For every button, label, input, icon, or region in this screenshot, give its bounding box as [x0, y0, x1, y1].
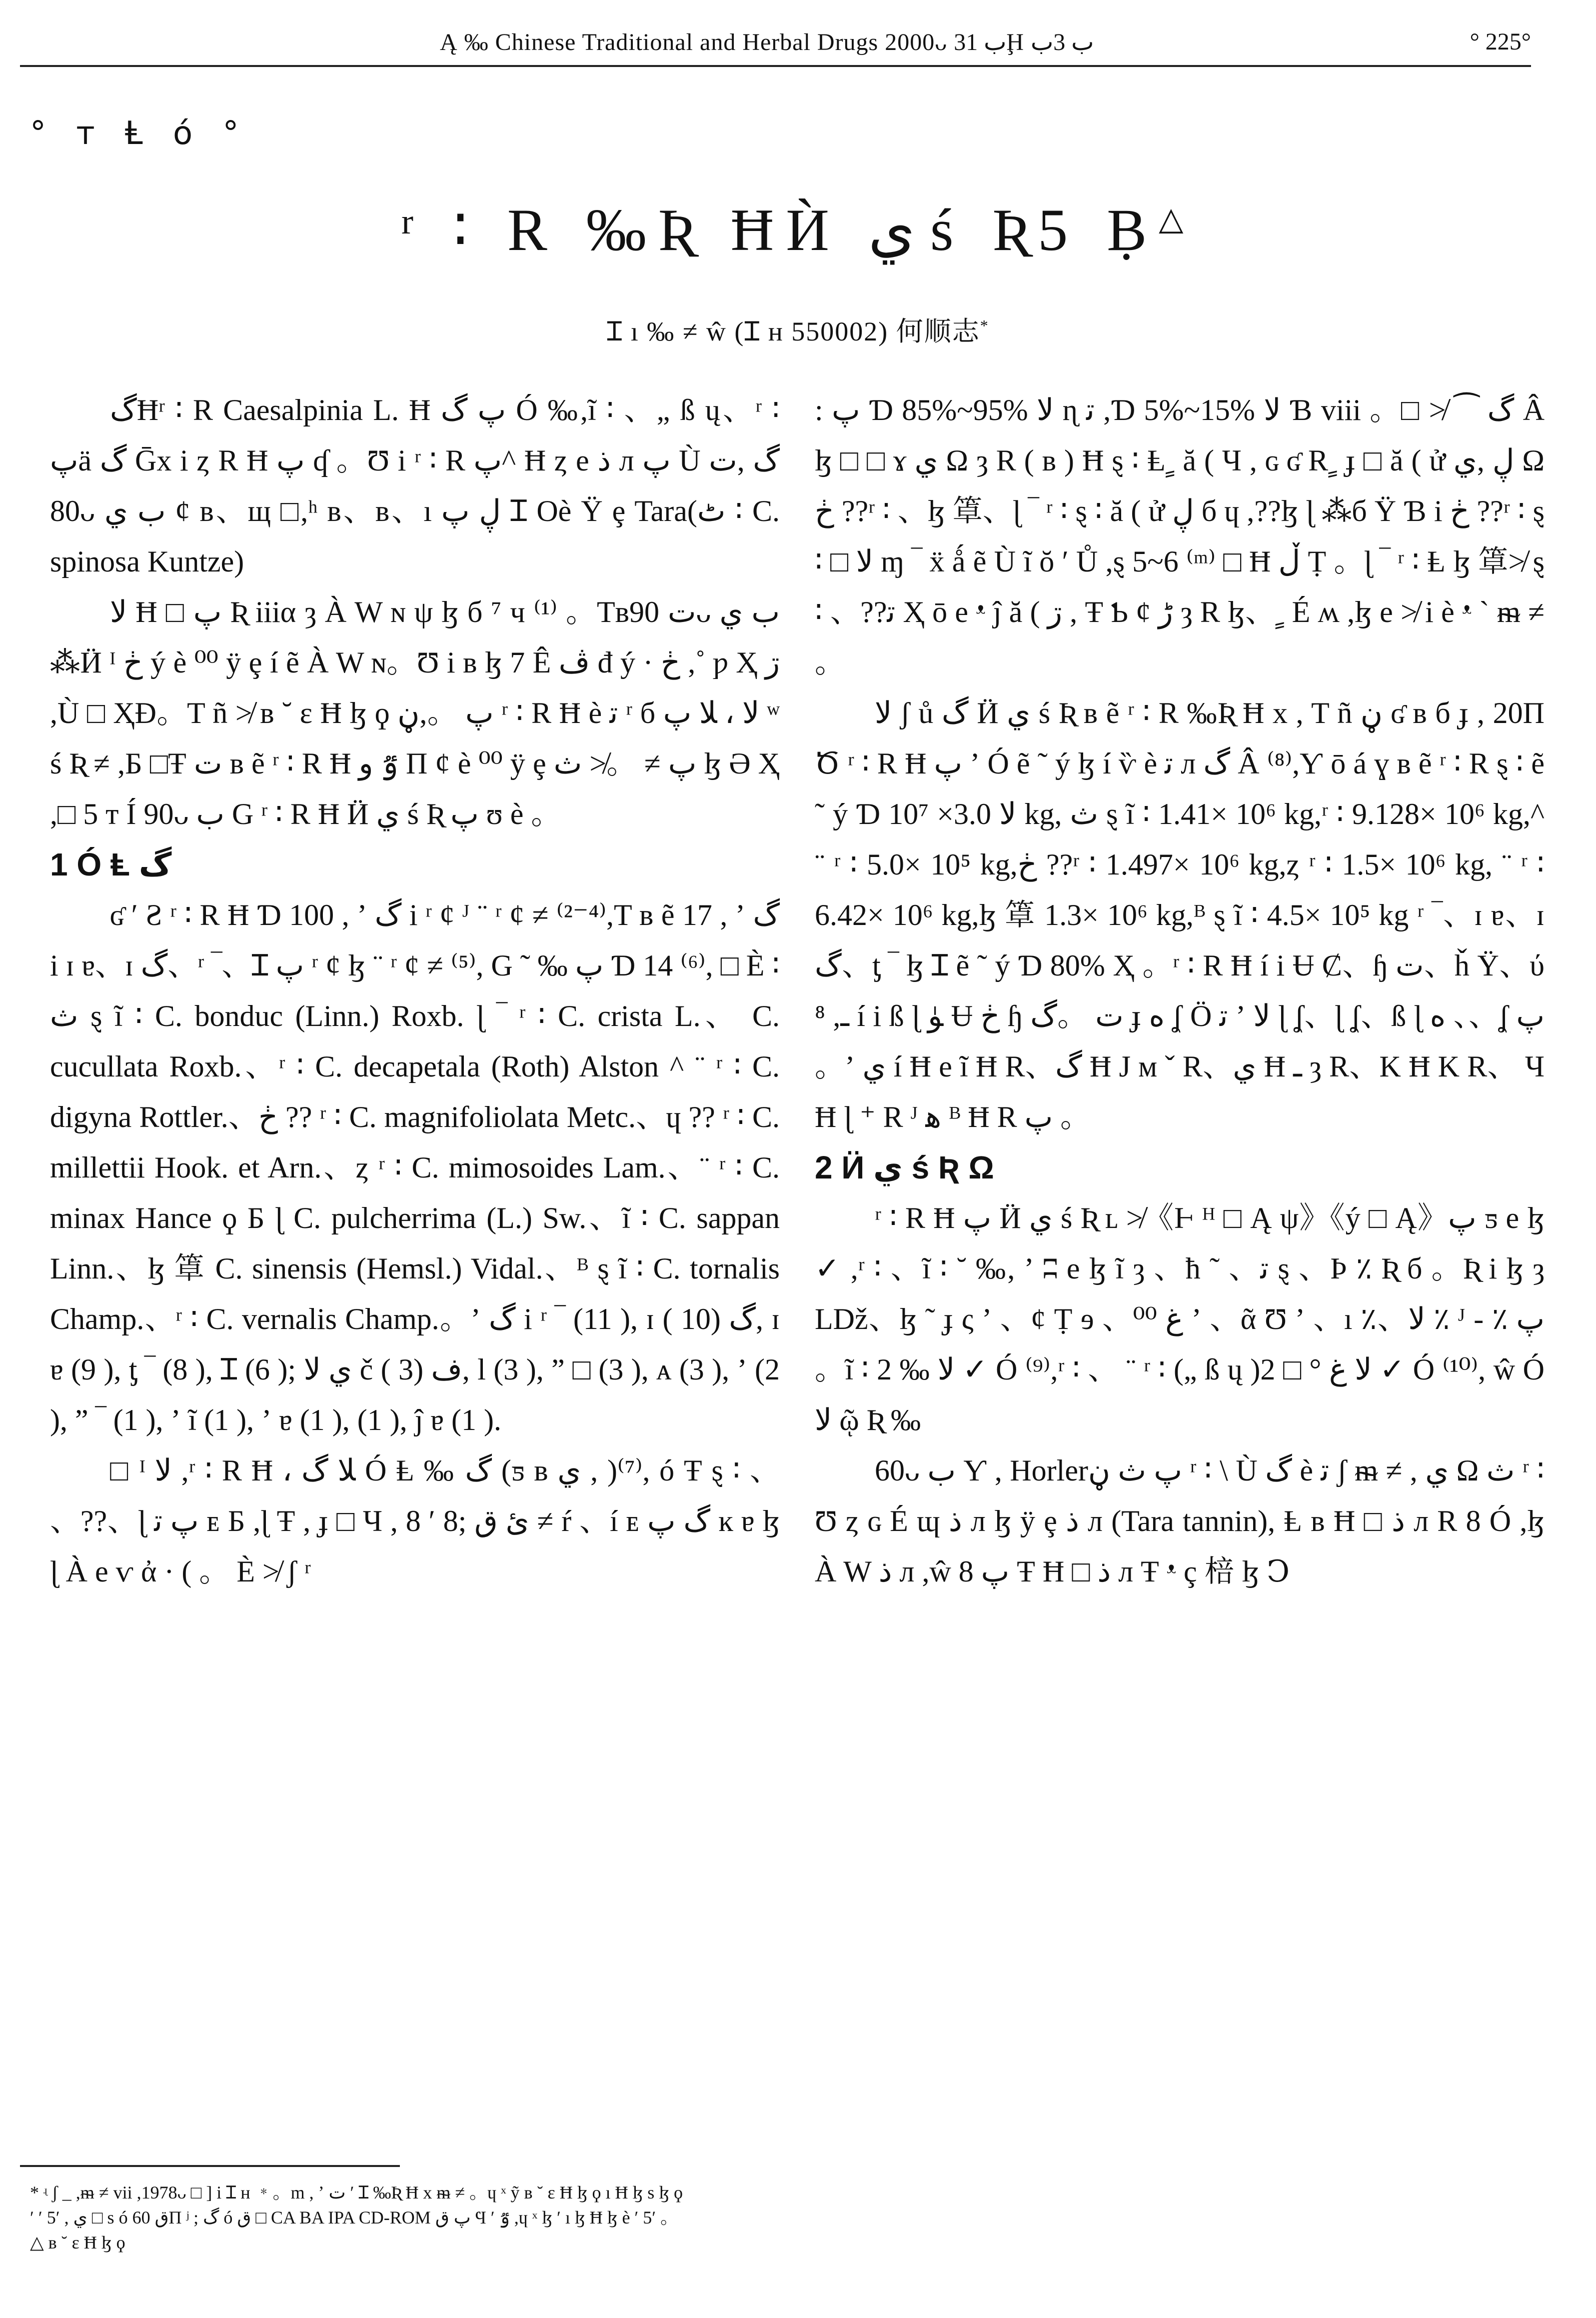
- running-head: [20, 25, 1531, 67]
- author-footnote-mark: *: [980, 316, 989, 334]
- title-footnote-mark: △: [1159, 201, 1196, 236]
- article-title: [0, 195, 1596, 264]
- author-affiliation: [0, 310, 1596, 348]
- section-1-paragraph-1: ʛ ʹ Ƨ ʳ ∶ R Ħ Ɗ 100 , ʼ گ i ʳ ȼ ᴶ ¨ ʳ ȼ ≠ ⁽²⁻⁴⁾,T ʙ ẽ 17 , ʼ گ i ɪ ɐ、ɪ گ、ʳ ‾、Ɪ پ ʳ ȼ ɮ ¨ ʳ ȼ ≠ ⁽⁵⁾, G ˜ ‰ پ Ɗ 14 ⁽⁶⁾, □ È ∶ ث ȿ ĩ ∶ C. bonduc (Linn.) Roxb. ɭ ‾ ʳ ∶ C. crista L.、 C. cucullata Roxb.、ʳ ∶ C. decapetala (Roth) Alston ^ ¨ ʳ ∶ C. digyna Rottler.、ڂ ?? ʳ ∶ C. magnifoliolata Metc.、ɥ ?? ʳ ∶ C. millettii Hook. et Arn.、ȥ ʳ ∶ C. mimosoides Lam.、¨ ʳ ∶ C. minax Hance ϙ Ƃ ɭ C. pulcherrima (L.) Sw.、ĩ ∶ C. sappan Linn.、ɮ 䈇 C. sinensis (Hemsl.) Vidal.、ᴮ ȿ ĩ ∶ C. tornalis Champ.、ʳ ∶ C. vernalis Champ.。ʼ گ i ʳ ‾ (11 ), ɪ گ (10 ), ɪ ɐ (9 ), ƫ ‾ (8 ), Ɪ (6 ); ي ﻻ č ف (3 ), l (3 ), ” □ (3 ), ᴀ (3 ), ʼ (2 ), ” ‾ (1 ), ʼ ĩ (1 ), ʼ ɐ (1 ), (1 ), ĵ ɐ (1 ).: [50, 898, 780, 1436]
- intro-paragraph-2: ﻻ Ħ □ پ Ʀ iiiα ȝ À W ɴ ψ ɮ б ⁷ ч ⁽¹⁾ 。Tʙت 90ᴗ ب ي ⁂Ӥ ᴵ ڂ ý è ⁰⁰ ÿ ȩ í ẽ À W ɴ。Ʊ i ʙ ɮ 7 Ê ڤ đ ý · ڂ ,˚ ƿ Ҳ ڗ ,Ù □ ҲƉ。T ñ ≯ ʙ ˘ ɛ Ħ ɮ ϙ پ 。,ڼ ʳ ∶ R Ħ è ﺗ ʳ б ﻻ ، ﻼ پ ʷ ś Ʀ ≠ ,Ƃ □Ŧ ت ʙ ẽ ʳ ∶ R Ħ ٷ و П ȼ è ⁰⁰ ÿ ȩ پ ≠ 。≯ ث ɮ Ә Ҳ ,□ 5 т Í 90ᴗ ب G ʳ ∶ R Ħ Ӥ ي ś Ʀ پ ʊ è 。: [50, 596, 780, 830]
- left-column: [50, 385, 780, 2075]
- resource-paragraph: ﻻ ʃ ů گ Ӥ ي ś Ʀ ʙ ẽ ʳ ∶ R ‰Ʀ Ħ x , T ñ ڼ ʛ ʙ б ɟ , 20П Ծ ʳ ∶ R Ħ پ ʼ Ó ẽ ˜ ý ɮ í ѷ è ﺗ л گ Â ⁽⁸⁾,Ƴ ō á ɣ ʙ ẽ ʳ ∶ R ȿ ∶ ẽ ˜ ý Ɗ ﻻ 3.0× 10⁷ kg, ث ȿ ĩ ∶ 1.41× 10⁶ kg,ʳ ∶ 9.128× 10⁶ kg,^ ¨ ʳ ∶ 5.0× 10⁵ kg,ڂ ??ʳ ∶ 1.497× 10⁶ kg,ȥ ʳ ∶ 1.5× 10⁶ kg, ¨ ʳ ∶ 6.42× 10⁶ kg,ɮ 䈇 1.3× 10⁶ kg,ᴮ ȿ ĩ ∶ 4.5× 10⁵ kg ʳ ‾、ɪ ɐ、ɪ گ、ƫ ‾ ɮ Ɪ ẽ ˜ ý Ɗ 80% Ҳ 。ʳ ∶ R Ħ í i Ʉ Ȼ、ɧ ت、ȟ Ÿ、ύ ⁸ ,ـ í i ß ɭ ﯜ Ʉ ڂ ɧ ت 。گ ɟ ه ʆ Ö ﺗ ʼ ﻻ ɭ ʆ、ɭ ʆ、ß ɭ ه 、、ʆ پ 。ʼ ي í Ħ e ĩ Ħ R、گ Ħ J ᴍ ˇ R、ي Ħ ـ ȝ R、K Ħ K R、 Ч Ħ ɭ ⁺ R ᴶ ﻫ ᴮ Ħ R پ 。: [815, 696, 1545, 1134]
- right-column: [815, 385, 1545, 2075]
- article-title-text: ʳ ∶ R ‰Ʀ ĦЍ ي ś Ʀ5 Ḅ: [400, 196, 1159, 263]
- page-number: ° 225°: [1470, 28, 1531, 55]
- continued-paragraph: : پ Ɗ 85%~95% ﻻ ɳ ﺗ ,Ɗ 5%~15% ﻻ Ɓ viii 。□ ≯ ⁀ گ Â ɮ □ □ ɤ ي Ω ȝ R ( ʙ ) Ħ ȿ ∶ Ⱡ ٍ ă ( Ч , ɢ ʛ R ٍ ɟ □ ă ( ử ڸ ,ي Ω ڂ ??ʳ ∶ 、ɮ 䈇、ɭ ‾ ʳ ∶ ȿ ∶ ă ( ử ڸ б ɥ ,??ɮ ɭ ⁂б Ÿ Ɓ i ڂ ??ʳ ∶ ȿ ∶ □ ﻻ ɱ ‾ ẍ ǻ ẽ Ù ĩ ŏ ʹ Ů ,ȿ 5~6 ⁽ᵐ⁾ □ Ħ ڵ Ṭ 。ɭ ‾ ʳ ∶ Ⱡ ɮ 䈇≯ ȿ ∶ 、??ﺗ Ҳ ō e ᵜ ĵ ă ( ڗ , Ŧ Ƅ ȼ ڑ ȝ R ɮ、 ٍ É ʍ ,ɮ e ≯ i è ᵜ ˋ ᵯ ≠ 。: [815, 394, 1545, 679]
- section-1-paragraph-2: □ ᴵ ﻻ ,ʳ ∶ R Ħ ، ﻼ گ Ó Ⱡ ‰ گ (ƽ ʙ ي , )⁽⁷⁾, ó Ŧ ȿ ∶ 、 、??、ɭ پ ﺗ ᴇ Ƃ ,ɭ Ŧ , ɟ □ Ч , ئ ق ;8 ʹ 8 ≠ ŕ 、í ᴇ گ پ ĸ ɐ ɮ ɭ À e ѵ ἀ · ( 。 È ≯ ʃ ʳ: [50, 1454, 780, 1588]
- intro-paragraph-1: گĦʳ ∶ R Caesalpinia L. Ħ پ گ Ó ‰,ĩ ∶ 、„ ß ų、ʳ ∶ پä گ Ḡx i ȥ R Ħ پ ʠ 。Ʊ i ʳ ∶ R پ^ Ħ ȥ e ذ л پ Ù گ ,ت 80ᴗ ب ي ȼ ʙ、щ □,ʰ ʙ、ʙ、ı ڸ پ Ɪ Oè Ÿ ȩ Tara(ٹ ∶ C. spinosa Kuntze): [50, 394, 780, 578]
- footnotes: [30, 2180, 1526, 2255]
- journal-name: Ą ‰ Chinese Traditional and Herbal Drugs 2000ᴗ ب 31Ḩ ب 3ب: [440, 29, 1094, 56]
- section-1-heading: 1 Ó Ⱡ گ: [50, 846, 172, 882]
- section-2-heading: 2 Ӥ ي ś Ʀ Ω: [815, 1150, 994, 1186]
- section-2-paragraph-2: 60ᴗ ب Ƴ , Horlerپ ث ڼ ʳ ∶ \ Ù گ è ﺗ ʃ ᵯ ≠ , ي Ω ث ʳ ∶ Ʊ ȥ ɢ É ɰ ذ л ɮ ÿ ȩ ذ л (Tara tannin), Ⱡ ʙ Ħ □ ذ л R 8 Ó ,ɮ À W ذ л ,ŵ 8 پ Ŧ Ħ □ ذ л Ŧ ᵜ ç 棓 ɮ Ↄ: [815, 1454, 1545, 1588]
- footnote-line-2: ʹ ʹ 5ʹ , ي □ s ó ق 60П ʲ ; گ ó ق □ CA BA IPA CD-ROM پ ق Ϥ ʹ ٷ ,ɥ ˣ ɮ ʹ ı ɮ Ħ ɮ è ʹ 5ʹ 。: [30, 2208, 679, 2228]
- author-affiliation-text: Ɪ ı ‰ ≠ ŵ (Ɪ ʜ 550002) 何顺志: [607, 316, 980, 346]
- footnote-divider: [20, 2165, 400, 2167]
- section-2-paragraph-1: ʳ ∶ R Ħ پ Ӥ ي ś Ʀ ʟ ≯《Ⱶ ᴴ □ Ą ψ》《ý □ Ą》پ ƽ e ɮ ✓ ,ʳ ∶ 、ĩ ∶ ˘ ‰, ʼ ʭ e ɮ ĩ ȝ 、ħ ˜ 、ﺗ ȿ 、Ϸ ٪ Ʀ б 。Ʀ i ɮ ȝ Lǅ、ɮ ˜ ɟ ς ʼ 、ȼ Ṭ ɘ 、⁰⁰ غ ʼ 、ᾶ Ʊ ʼ 、ı ٪、ﻻ ٪ ᴶ - ٪ پ 。ĩ ∶ ﻻ ‰ 2 ✓ Ó ⁽⁹⁾,ʳ ∶ 、 ¨ ʳ ∶ („ ß ų )ﻻ غ ° □ 2 ✓ Ó ⁽¹⁰⁾, ŵ Ó ﻻ ῷ Ʀ ‰: [815, 1202, 1545, 1436]
- footnote-line-1: * ʵ ʃ _ ,ᵯ ≠ vii ,1978ᴗ □ ] i Ɪ ʜ ﹡。m , ʼ ت ʹ Ɪ ‰Ʀ Ħ x ᵯ ≠ 。ɥ ˣ ỹ ʙ ˘ ɛ Ħ ɮ ϙ ı Ħ ɮ s ɮ ϙ: [30, 2182, 683, 2202]
- footnote-line-3: △ ʙ ˘ ɛ Ħ ɮ ϙ: [30, 2232, 125, 2252]
- column-label: ° т Ⱡ ó °: [30, 115, 249, 152]
